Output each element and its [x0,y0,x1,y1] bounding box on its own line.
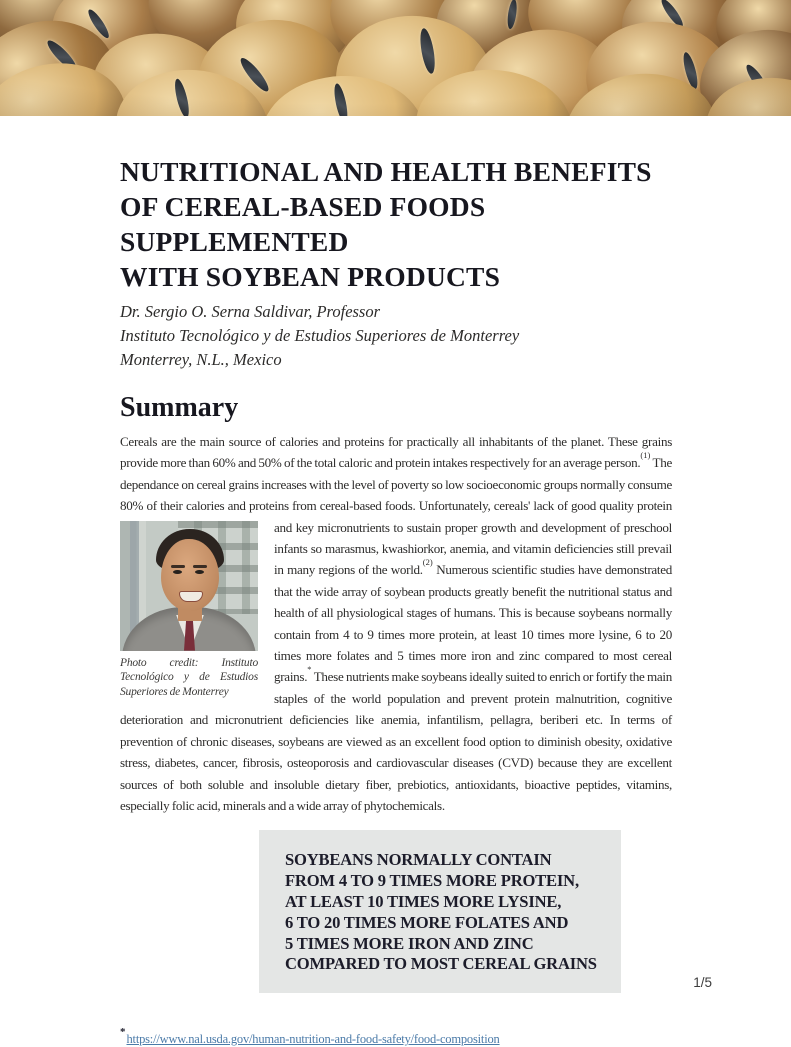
paragraph-text: These nutrients make soybeans ideally suited to enrich or fortify the main staples of the world population and prevent protein malnutrition, cognitive deterioration and micronutrient deficiencies like anemia, infantilism, pellagra, beriberi etc. In terms of prevention of chronic diseases, soybeans are viewed as an excellent food option to diminish obesity, oxidative stress, diabetes, cancer, fibrosis, osteoporosis and cardiovascular diseases (CVD) because they are excellent sources of both soluble and insoluble dietary fiber, prebiotics, antioxidants, bioactive peptides, vitamins, especially folic acid, minerals and a wide array of phytochemicals. [120,669,672,813]
photo-credit: Photo credit: Instituto Tecnológico y de Estudios Superiores de Monterrey [120,656,258,698]
callout-line: 5 TIMES MORE IRON AND ZINC [285,933,534,953]
portrait-eyebrow [171,565,185,568]
soybean [0,4,129,116]
portrait-face [161,539,219,611]
callout-line: COMPARED TO MOST CEREAL GRAINS [285,954,597,974]
content-column [0,154,791,1047]
callout-line: FROM 4 TO 9 TIMES MORE PROTEIN, [285,871,579,891]
soybean [696,24,791,116]
portrait-eye [195,570,204,574]
soybeans-header-image [0,0,791,116]
soybean-hilum [743,62,772,97]
soybean [231,0,358,76]
author-photo [120,521,258,651]
soybean-hilum [237,55,272,95]
soybean-hilum [172,78,191,116]
footnote-marker: * [120,1026,126,1039]
footnote-ref-2: (2) [422,557,433,568]
soybean [325,0,461,70]
callout-line: AT LEAST 10 TIMES MORE LYSINE, [285,891,562,911]
author-block [120,300,672,372]
footnote-link[interactable]: https://www.nal.usda.gov/human-nutrition-and-food-safety/food-composition [126,1032,500,1047]
soybean-hilum [506,0,518,30]
paragraph-text: Numerous scientific studies have demonstrated that the wide array of soybean products greatly benefit the nutritional status and health of all physiological stages of humans. This is because soybeans normally contain from 4 to 9 times more protein, at least 10 times more lysine, 6 to 20 times more folates and 5 times more iron and zinc compared to most cereal grains. [274,562,672,685]
footnote-ref-1: (1) [640,450,651,461]
soybean [709,0,791,83]
soybean-hilum [418,27,438,74]
author-location: Monterrey, N.L., Mexico [120,350,282,369]
footnote [120,1026,672,1047]
soybean [411,63,576,116]
summary-paragraph [120,431,672,816]
page-number: 1/5 [693,975,712,990]
soybean [0,0,112,74]
soybean [83,23,238,116]
soybean-hilum [332,82,350,116]
soybean [260,73,426,116]
footnote-ref-asterisk: * [307,664,312,675]
soybean [194,15,350,116]
paragraph-text: Cereals are the main source of calories and proteins for practically all inhabitants of the planet. These grains provide more than 60% and 50% of the total caloric and protein intakes respectively for an average person. [120,434,672,471]
soybean [460,19,625,116]
title-line: OF CEREAL-BASED FOODS SUPPLEMENTED [120,191,486,257]
portrait-eye [173,570,182,574]
soybean [428,0,561,77]
soybean-hilum [659,0,686,29]
page-title [120,154,672,294]
soybean [112,65,271,116]
soybean [579,13,740,116]
summary-heading: Summary [120,392,239,423]
paragraph-text: of good quality protein and key micronutrients to sustain proper growth and development of preschool infants so marasmus, kwashiorkor, anemia, and vitamin deficiencies still prevail in many regions of the world. [274,498,672,578]
soybean [46,0,170,79]
soybean [331,9,500,116]
author-name: Dr. Sergio O. Serna Saldivar, Professor [120,302,381,321]
callout-line: SOYBEANS NORMALLY CONTAIN [285,850,552,870]
portrait-smile [179,591,203,602]
title-line: WITH SOYBEAN PRODUCTS [120,261,501,292]
soybean [561,66,722,116]
callout-box [259,830,621,993]
soybean [0,52,134,116]
paragraph-text: The dependance on cereal grains increases with the level of poverty so low socioeconomic groups normally consume 80% of their calories and proteins from cereal-based foods. Unfortunately, cereals' lack [120,455,672,514]
soybean-hilum [681,51,700,90]
soybean-hilum [85,7,111,40]
soybean-hilum [44,37,80,73]
soybean [139,0,265,65]
title-line: NUTRITIONAL AND HEALTH BENEFITS [120,156,652,187]
callout-line: 6 TO 20 TIMES MORE FOLATES AND [285,912,569,932]
soybean [703,73,791,116]
author-photo-figure [120,521,258,700]
author-institution: Instituto Tecnológico y de Estudios Superiores de Monterrey [120,326,520,345]
soybean [522,0,658,72]
portrait-eyebrow [193,565,207,568]
soybean [619,0,741,74]
